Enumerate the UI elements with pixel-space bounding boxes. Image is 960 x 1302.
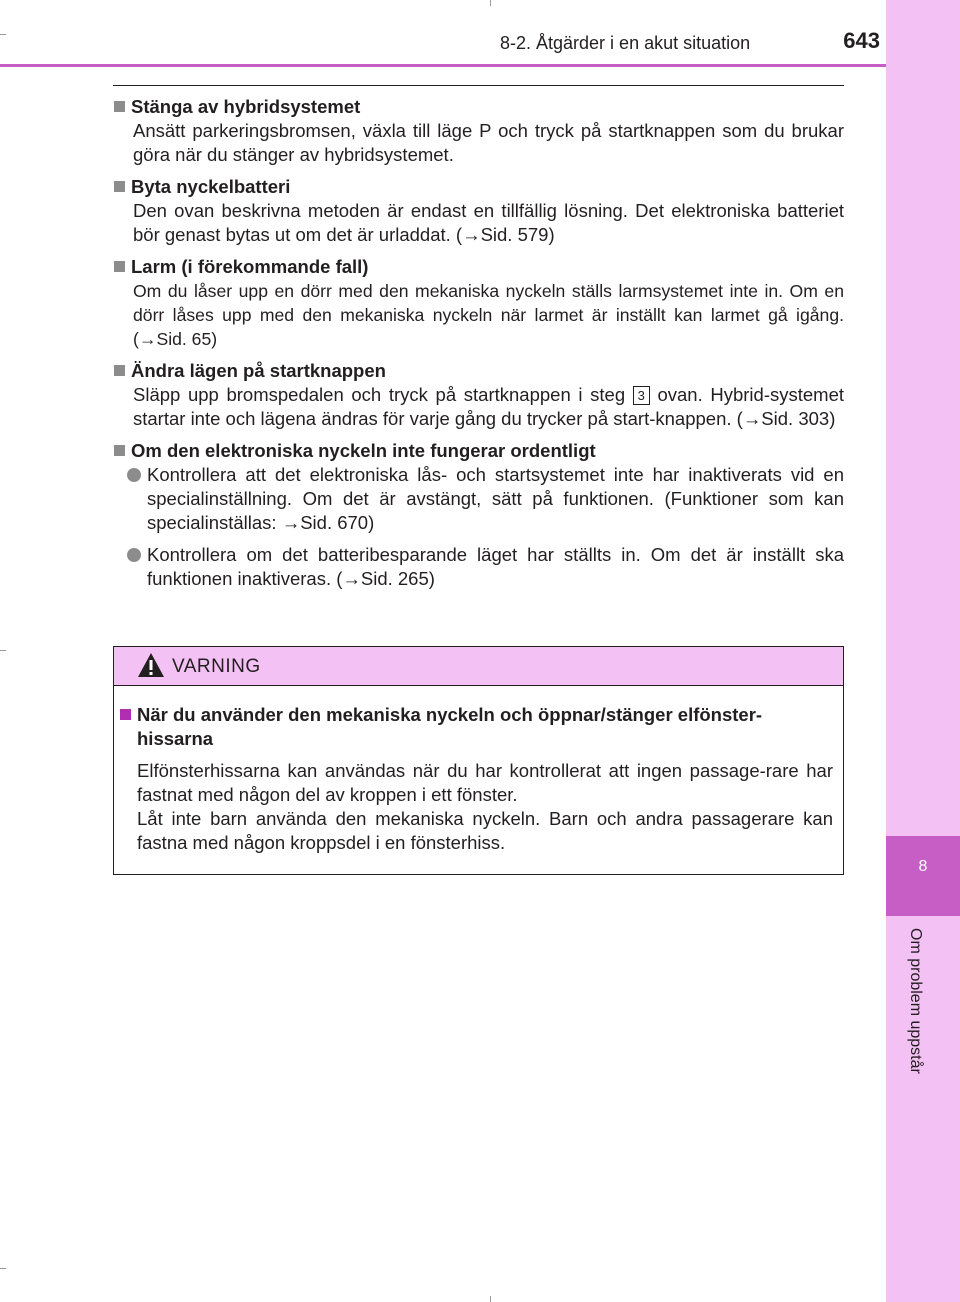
item-text: Ansätt parkeringsbromsen, växla till läge P och tryck på startknappen som du brukar göra när du stänger av hybridsystemet.: [133, 120, 844, 165]
item-heading: Ändra lägen på startknappen: [113, 359, 844, 383]
item-power-modes: [113, 359, 844, 431]
content-top-rule: [113, 85, 844, 86]
item-heading: Om den elektroniska nyckeln inte fungerar ordentligt: [113, 439, 844, 463]
page-number: 643: [843, 28, 880, 53]
item-text: Om du låser upp en dörr med den mekaniska nyckeln ställs larmsystemet inte in. Om en dörr låses upp med den mekaniska nyckeln när larmet är inställt kan larmet gå igång. (→Sid. 65): [133, 281, 844, 349]
warning-body: [114, 686, 843, 855]
circle-bullet-icon: [127, 548, 141, 562]
square-bullet-icon: [114, 365, 125, 376]
item-shutdown: [113, 95, 844, 167]
crop-mark: [490, 0, 491, 6]
item-heading: Byta nyckelbatteri: [113, 175, 844, 199]
warning-triangle-icon: [137, 652, 165, 678]
warning-label: VARNING: [172, 656, 261, 677]
warning-heading: När du använder den mekaniska nyckeln och öppnar/stänger elfönster-hissarna: [120, 703, 833, 751]
crop-mark: [0, 34, 6, 35]
chapter-number-block: [886, 836, 960, 916]
square-bullet-icon: [114, 445, 125, 456]
crop-mark: [490, 1296, 491, 1302]
chapter-title: Om problem uppstår: [907, 928, 924, 1074]
section-title: 8-2. Åtgärder i en akut situation: [500, 33, 751, 53]
square-bullet-icon: [120, 709, 131, 720]
warning-box: [113, 646, 844, 875]
item-alarm: [113, 255, 844, 351]
item-key-malfunction: [113, 439, 844, 591]
chapter-number: 8: [918, 858, 928, 875]
header-rule: [0, 64, 886, 67]
circle-bullet-icon: [127, 468, 141, 482]
square-bullet-icon: [114, 101, 125, 112]
item-heading: Larm (i förekommande fall): [113, 255, 844, 279]
item-text: Den ovan beskrivna metoden är endast en tillfällig lösning. Det elektroniska batteriet bör genast bytas ut om det är urladdat. (→Sid. 579): [133, 200, 844, 245]
item-battery: [113, 175, 844, 247]
step-number-badge: 3: [633, 386, 650, 405]
list-item: Kontrollera om det batteribesparande läget har ställts in. Om det är inställt ska funktionen inaktiveras. (→Sid. 265): [113, 543, 844, 591]
item-heading: Stänga av hybridsystemet: [113, 95, 844, 119]
main-content: [113, 95, 844, 599]
warning-text: Elfönsterhissarna kan användas när du har kontrollerat att ingen passage-rare har fastnat med någon del av kroppen i ett fönster. Låt inte barn använda den mekaniska nyckeln. Barn och andra passagerare kan fastna med någon kroppsdel i en fönsterhiss.: [137, 760, 833, 853]
crop-mark: [0, 1268, 6, 1269]
square-bullet-icon: [114, 261, 125, 272]
list-item: Kontrollera att det elektroniska lås- och startsystemet inte har inaktiverats vid en specialinställning. Om det är avstängt, sätt på funktionen. (Funktioner som kan specialinställas: →Sid. 670): [113, 463, 844, 535]
item-text: Släpp upp bromspedalen och tryck på startknappen i steg 3 ovan. Hybrid-systemet startar inte och lägena ändras för varje gång du trycker på start-knappen. (→Sid. 303): [133, 384, 844, 429]
warning-header: [114, 647, 843, 686]
square-bullet-icon: [114, 181, 125, 192]
crop-mark: [0, 650, 6, 651]
